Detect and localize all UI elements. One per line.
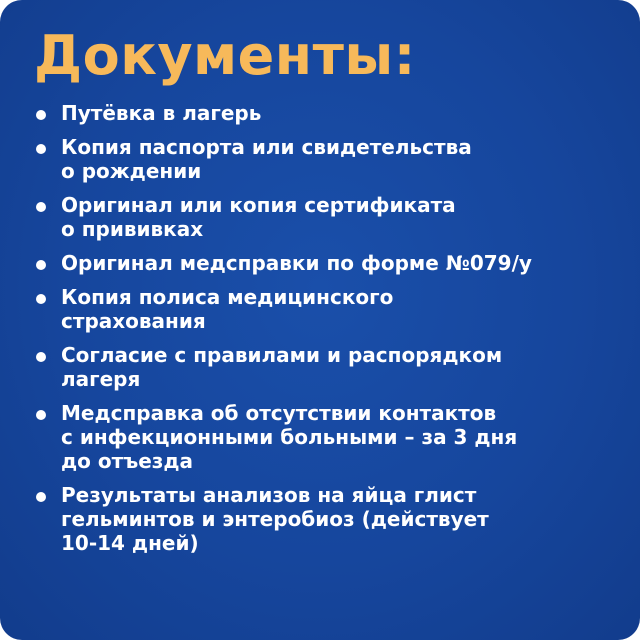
list-item (36, 285, 626, 333)
bullet-dot-icon (36, 294, 46, 304)
list-item-text-line: 10-14 дней) (61, 531, 199, 555)
documents-list (36, 101, 626, 565)
list-item-text-line: Путёвка в лагерь (61, 101, 262, 125)
list-item-text-line: о прививках (61, 217, 204, 241)
list-item-text-line: Согласие с правилами и распорядком (61, 343, 503, 367)
bullet-dot-icon (36, 352, 46, 362)
list-item-text-line: Оригинал медсправки по форме №079/у (61, 251, 532, 275)
list-item (36, 135, 626, 183)
bullet-dot-icon (36, 110, 46, 120)
list-item-text-line: о рождении (61, 159, 202, 183)
list-item-text-line: Копия паспорта или свидетельства (61, 135, 472, 159)
list-item-text-line: страхования (61, 309, 206, 333)
list-item-text-line: лагеря (61, 367, 141, 391)
page-title: Документы: (34, 24, 416, 87)
list-item (36, 401, 626, 473)
bullet-dot-icon (36, 492, 46, 502)
list-item-text-line: Результаты анализов на яйца глист (61, 483, 477, 507)
list-item (36, 251, 626, 275)
bullet-dot-icon (36, 410, 46, 420)
list-item-text-line: Оригинал или копия сертификата (61, 193, 456, 217)
list-item (36, 483, 626, 555)
bullet-dot-icon (36, 202, 46, 212)
list-item (36, 193, 626, 241)
bullet-dot-icon (36, 144, 46, 154)
list-item-text-line: Медсправка об отсутствии контактов (61, 401, 497, 425)
list-item-text-line: до отъезда (61, 449, 194, 473)
list-item-text-line: с инфекционными больными – за 3 дня (61, 425, 518, 449)
list-item (36, 343, 626, 391)
bullet-dot-icon (36, 260, 46, 270)
list-item (36, 101, 626, 125)
list-item-text-line: гельминтов и энтеробиоз (действует (61, 507, 489, 531)
list-item-text-line: Копия полиса медицинского (61, 285, 394, 309)
